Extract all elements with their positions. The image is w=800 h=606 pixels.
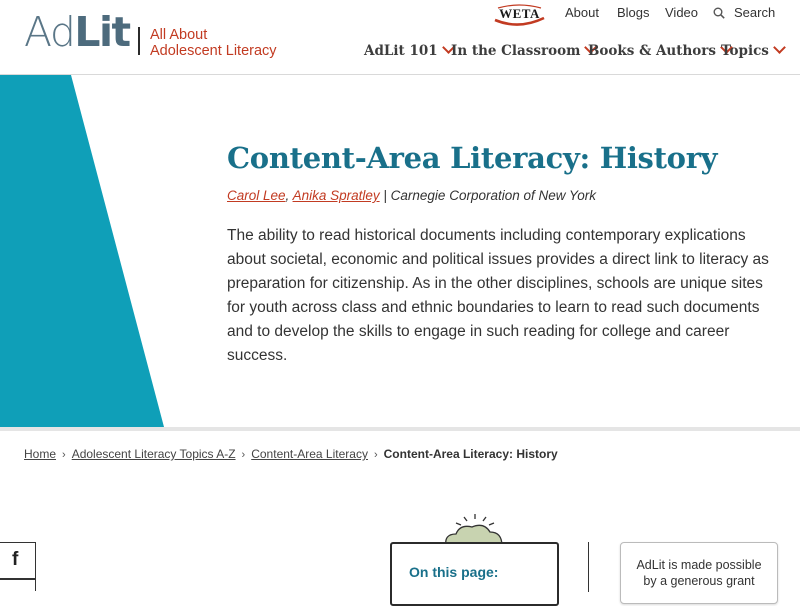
site-header [0, 0, 800, 75]
nav-label: Books & Authors [588, 43, 717, 59]
section-divider [0, 427, 800, 431]
chevron-right-icon: › [62, 449, 66, 461]
adlit-logo[interactable] [24, 8, 130, 56]
nav-adlit-101[interactable] [364, 43, 453, 59]
facebook-share-button[interactable] [0, 542, 36, 580]
author-link-anika-spratley[interactable]: Anika Spratley [292, 188, 380, 203]
util-link-blogs[interactable]: Blogs [617, 5, 650, 20]
nav-in-the-classroom[interactable] [451, 43, 595, 59]
util-link-video[interactable]: Video [665, 5, 699, 20]
author-link-carol-lee[interactable]: Carol Lee [227, 188, 286, 203]
nav-books-authors[interactable] [588, 43, 731, 59]
on-this-page-title: On this page: [409, 564, 499, 580]
weta-wordmark: WETA [499, 6, 540, 21]
nav-label: AdLit 101 [364, 43, 438, 59]
facebook-icon: f [12, 549, 19, 570]
breadcrumb-topics-a-z[interactable]: Adolescent Literacy Topics A-Z [71, 447, 236, 461]
chevron-right-icon: › [373, 449, 378, 461]
site-tagline [150, 27, 277, 59]
sponsor-box [620, 542, 778, 604]
source-divider: | [383, 188, 387, 203]
hero-decorative-shape [0, 75, 170, 427]
author-separator: , [285, 188, 290, 203]
page-title: Content-Area Literacy: History [227, 141, 718, 175]
share-button-next[interactable] [0, 578, 36, 591]
logo-lit: Lit [74, 8, 130, 56]
chevron-down-icon [773, 41, 786, 54]
breadcrumb-current: Content-Area Literacy: History [383, 447, 558, 461]
sponsor-line-1: AdLit is made possible [636, 558, 762, 572]
breadcrumb [24, 447, 558, 461]
util-link-search[interactable]: Search [734, 5, 776, 20]
article-byline [227, 188, 596, 203]
tagline-line-2: Adolescent Literacy [150, 43, 277, 59]
article-summary: The ability to read historical documents including contemporary explications about societal, economic and political issues provides a direct link to literacy as preparation for citizenship. As in the other disciplines, schools are unique sites for youth across class and ethnic boundaries to learn to read such documents and to develop the skills to engage in such reading for college and career success. [227, 227, 769, 364]
article-source: Carnegie Corporation of New York [390, 188, 597, 203]
breadcrumb-home[interactable]: Home [24, 447, 57, 461]
column-divider [588, 542, 589, 592]
nav-topics[interactable] [721, 43, 784, 59]
on-this-page-box [390, 542, 559, 606]
hero-section [0, 75, 800, 427]
util-link-about[interactable]: About [565, 5, 599, 20]
sponsor-line-2: by a generous grant [643, 574, 755, 588]
sponsor-text [621, 557, 777, 589]
tagline-line-1: All About [150, 27, 208, 43]
logo-ad: Ad [24, 8, 75, 56]
cloud-sun-icon [440, 512, 510, 546]
weta-logo[interactable] [492, 4, 547, 26]
search-icon[interactable] [713, 7, 725, 19]
nav-label: Topics [721, 43, 769, 59]
chevron-right-icon: › [241, 449, 246, 461]
logo-divider [138, 27, 140, 55]
nav-label: In the Classroom [451, 43, 581, 59]
breadcrumb-content-area-literacy[interactable]: Content-Area Literacy [251, 447, 368, 461]
